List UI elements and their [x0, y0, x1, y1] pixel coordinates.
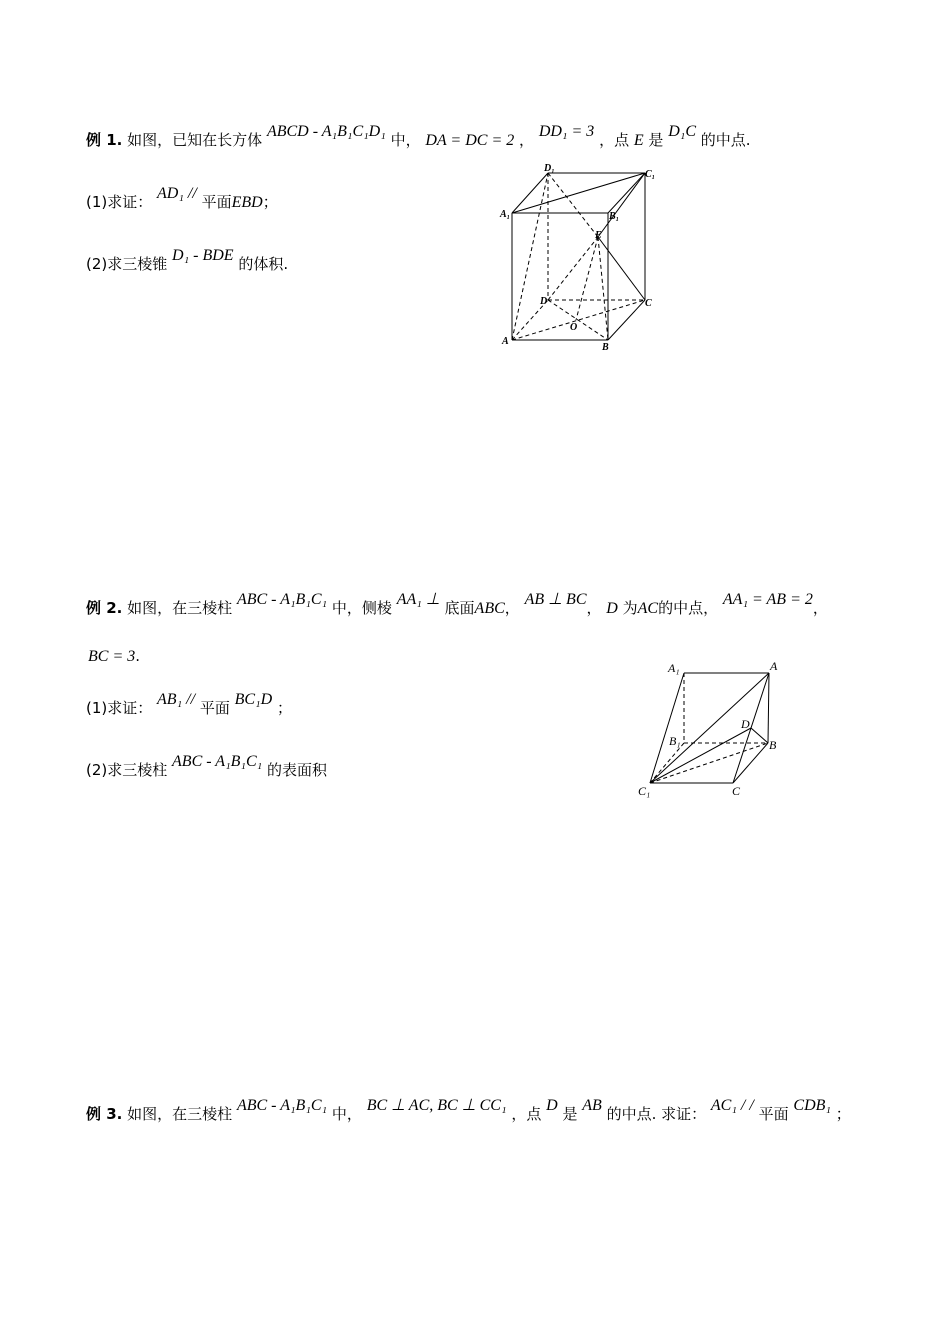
ex3-end: ；: [835, 1105, 851, 1123]
ex2-q2-num: (2)求三棱柱: [86, 761, 168, 779]
ex2-q2: [86, 753, 327, 781]
ex1-point-e: E: [633, 132, 644, 149]
ex3-cond: BC ⊥ AC, BC ⊥ CC₁: [366, 1097, 507, 1114]
ex2-comma-b: ，: [586, 599, 602, 617]
ex2-intro: 如图，在三棱柱: [127, 599, 233, 617]
ex2-base-name: ABC: [474, 600, 505, 617]
hidden-d1-e: [548, 173, 598, 237]
ex1-cond2: DD₁ = 3: [538, 123, 595, 140]
ex1-seg: D₁C: [668, 123, 697, 140]
ex2-bc-end: .: [135, 647, 141, 665]
edge-c-e: [598, 237, 645, 300]
label-c: C: [732, 784, 741, 798]
ex1-q2-end: 的体积.: [238, 255, 289, 273]
hidden-b1-c1: [650, 743, 684, 783]
label-d1: D₁: [544, 163, 555, 174]
ex1-q2-num: (2)求三棱锥: [86, 255, 168, 273]
label-a: A: [502, 336, 509, 347]
ex1-q1-num: (1)求证：: [86, 193, 153, 211]
ex3-intro: 如图，在三棱柱: [127, 1105, 233, 1123]
ex2-as: 为: [622, 599, 638, 617]
ex3-ac1: AC₁ / /: [710, 1097, 754, 1114]
ex1-cond1: DA = DC = 2: [425, 132, 515, 149]
ex1-mid: 的中点.: [700, 131, 751, 149]
ex2-q1: [86, 691, 292, 719]
label-a: A: [770, 659, 778, 673]
label-b1: B₁: [669, 734, 681, 748]
edge-a-b: [768, 673, 769, 743]
label-b: B: [769, 738, 777, 752]
ex2-bc: BC = 3: [88, 648, 136, 665]
hidden-e-b: [598, 237, 608, 340]
edge-a1-c1: [512, 173, 645, 213]
hidden-d-e: [548, 237, 598, 300]
label-a1: A₁: [668, 661, 680, 675]
ex1-cuboid-svg: [490, 160, 670, 355]
edge-a1-d1: [512, 173, 548, 213]
ex1-stem: [86, 123, 751, 151]
label-c1: C₁: [638, 784, 651, 798]
ex3-is: 是: [562, 1105, 578, 1123]
ex3-in: 中，: [331, 1105, 362, 1123]
ex2-d: D: [606, 600, 618, 617]
hidden-a-d1: [512, 173, 548, 340]
label-c1: C₁: [645, 169, 656, 180]
ex1-q2-expr: D₁ - BDE: [172, 247, 234, 264]
label-d: D: [741, 717, 750, 731]
ex1-q1: [86, 185, 278, 213]
edge-a1-c1: [650, 673, 684, 783]
ex1-q1-plane: 平面: [201, 193, 232, 211]
label-a1: A₁: [500, 209, 511, 220]
ex2-prism-svg: [630, 655, 790, 800]
ex1-label: 例 1: [86, 131, 117, 149]
ex2-q1-num: (1)求证：: [86, 699, 153, 717]
label-d: D: [540, 296, 548, 307]
label-b: B: [602, 342, 609, 353]
ex2-in: 中，侧棱: [331, 599, 392, 617]
ex3-point-pre: ，点: [511, 1105, 542, 1123]
ex1-in: 中，: [390, 131, 421, 149]
ex2-q1-plane: 平面: [199, 699, 230, 717]
ex2-perp: AB ⊥ BC: [524, 591, 587, 608]
edge-d-b: [751, 728, 768, 743]
hidden-d-b: [548, 300, 608, 340]
ex2-label-dot: .: [116, 599, 123, 617]
label-o: O: [570, 322, 578, 333]
ex2-label: 例 2: [86, 599, 117, 617]
ex3-stem: [86, 1097, 851, 1125]
ex2-stem: [86, 591, 828, 619]
ex3-d: D: [546, 1097, 558, 1114]
ex2-prism: ABC - A₁B₁C₁: [236, 591, 328, 608]
edge-c1-e: [598, 173, 645, 237]
ex3-label-dot: .: [116, 1105, 123, 1123]
ex1-q1-end: ；: [262, 193, 278, 211]
ex1-q1-expr: AD₁ //: [157, 185, 197, 202]
ex2-ac: AC: [637, 600, 659, 617]
ex1-point-pre: ，点: [599, 131, 630, 149]
ex3-ab: AB: [582, 1097, 602, 1114]
ex1-q2: [86, 247, 289, 275]
ex1-intro: 如图，已知在长方体: [127, 131, 263, 149]
ex1-comma: ，: [519, 131, 535, 149]
ex1-body-name: ABCD - A₁B₁C₁D₁: [266, 123, 386, 140]
ex2-bc-line: [88, 646, 140, 667]
label-e: E: [595, 230, 602, 241]
ex2-base: 底面: [444, 599, 475, 617]
ex2-q1-end: ；: [276, 699, 292, 717]
ex2-comma: ，: [504, 599, 520, 617]
ex3-prism: ABC - A₁B₁C₁: [236, 1097, 328, 1114]
ex1-label-dot: .: [116, 131, 123, 149]
ex2-prism-figure: [630, 655, 790, 800]
label-c: C: [645, 298, 652, 309]
ex3-label: 例 3: [86, 1105, 117, 1123]
ex3-plane-name: CDB₁: [793, 1097, 831, 1114]
ex2-q2-end: 的表面积: [266, 761, 327, 779]
ex2-cond: AA₁ = AB = 2: [722, 591, 813, 608]
ex2-q1-expr: AB₁ //: [157, 691, 196, 708]
ex1-cuboid-figure: [490, 160, 670, 355]
ex1-is: 是: [648, 131, 664, 149]
ex3-mid: 的中点. 求证：: [606, 1105, 707, 1123]
label-b1: B₁: [609, 211, 620, 222]
ex2-mid: 的中点，: [658, 599, 719, 617]
ex3-plane: 平面: [758, 1105, 789, 1123]
hidden-e-o: [576, 237, 598, 320]
ex1-q1-name: EBD: [231, 194, 263, 211]
ex2-q2-expr: ABC - A₁B₁C₁: [172, 753, 263, 770]
ex2-q1-name: BC₁D: [234, 691, 273, 708]
ex2-comma2: ，: [812, 599, 828, 617]
ex2-aa1: AA₁ ⊥: [396, 591, 440, 608]
